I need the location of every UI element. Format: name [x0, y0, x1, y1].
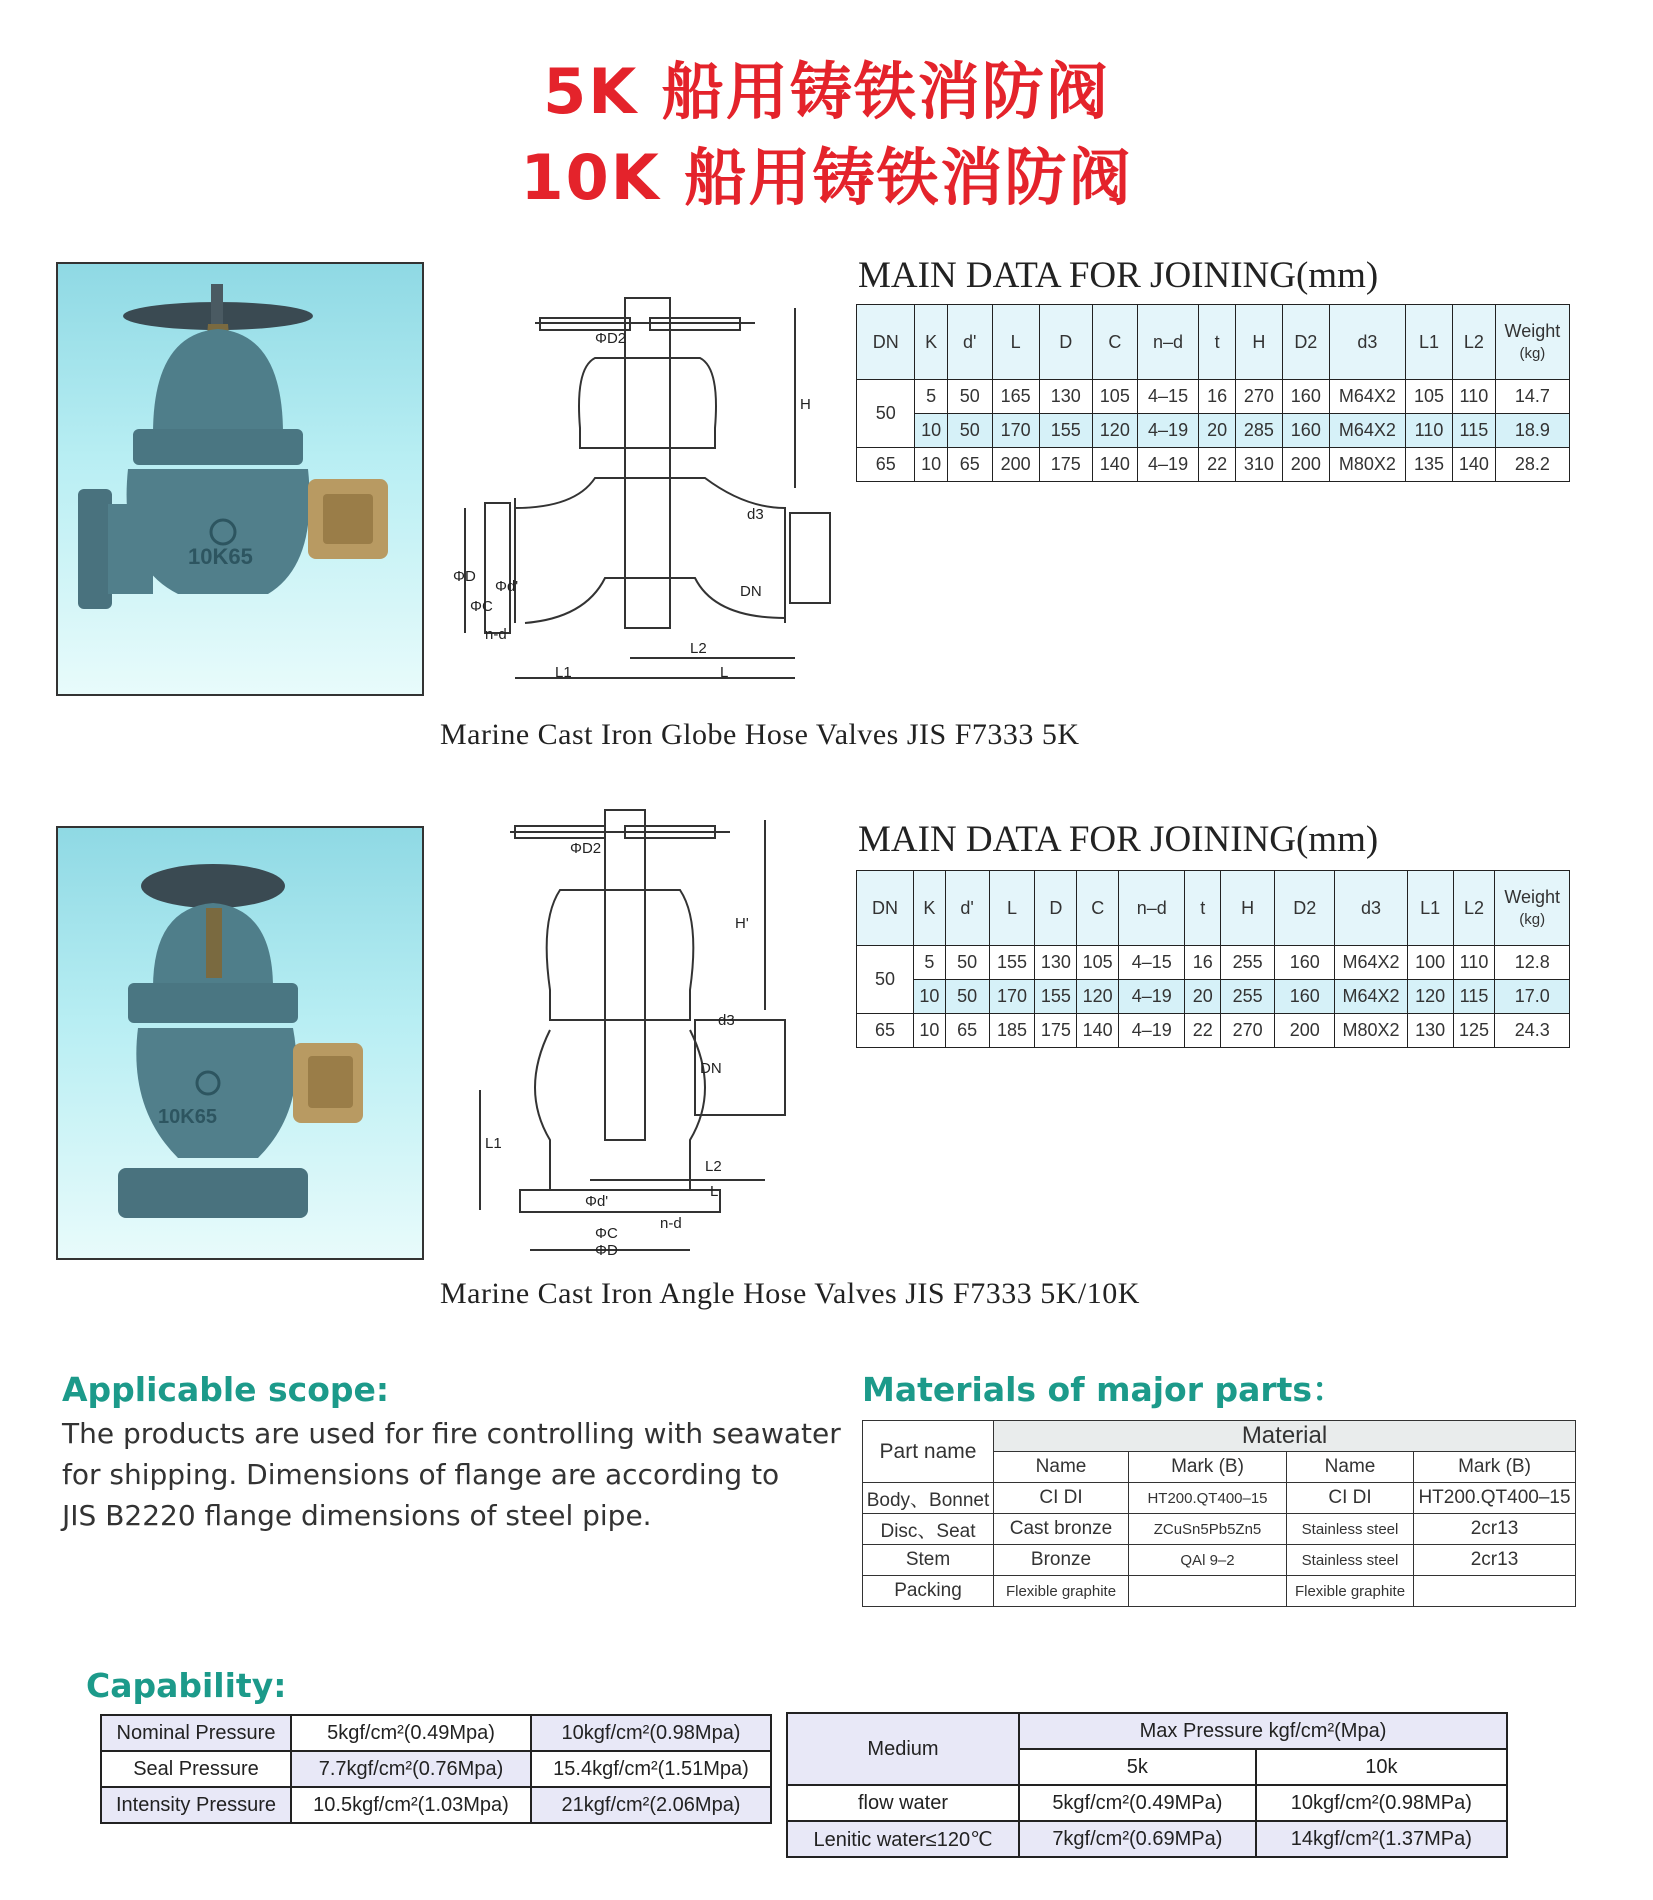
angle-dim-nd: n-d — [660, 1215, 682, 1232]
globe-data-title: MAIN DATA FOR JOINING(mm) — [858, 255, 1379, 296]
globe-dim-DN: DN — [740, 583, 762, 600]
angle-photo-marking: 10K65 — [158, 1106, 217, 1128]
title-5k: 5K 船用铸铁消防阀 — [543, 55, 1110, 128]
angle-dim-H: H' — [735, 915, 749, 932]
materials-table: Part name Material Name Mark (B) Name Mark (B) Body、Bonnet CI DI HT200.QT400–15 CI DI HT200.QT400–15 Disc、Seat Cast bronze ZCuSn5Pb5Zn5 Stainless steel 2cr13 Stem Bronze QAl 9–2 Stainless steel 2cr13 Packing Flexible graphite Flexible graphite — [862, 1420, 1576, 1607]
globe-dim-C: ΦC — [470, 598, 493, 615]
globe-dim-L: L — [720, 664, 729, 681]
angle-dim-D2: ΦD2 — [570, 840, 602, 857]
globe-dim-L1: L1 — [555, 664, 572, 681]
table-row: 65 10 65 185 175 140 4–19 22 270 200 M80X2 130 125 24.3 — [857, 1014, 1570, 1048]
table-row: Disc、Seat Cast bronze ZCuSn5Pb5Zn5 Stainless steel 2cr13 — [863, 1514, 1576, 1545]
table-row: Seal Pressure 7.7kgf/cm²(0.76Mpa) 15.4kgf/cm²(1.51Mpa) — [101, 1751, 771, 1787]
scope-text: The products are used for fire controlling with seawater for shipping. Dimensions of flange are according to JIS B2220 flange dimensions of steel pipe. — [62, 1417, 841, 1532]
table-row: Nominal Pressure 5kgf/cm²(0.49Mpa) 10kgf/cm²(0.98Mpa) — [101, 1715, 771, 1751]
globe-data-table: DN K d' L D C n–d t H D2 d3 L1 L2 Weight (kg) 50 5 50 165 130 105 4–15 16 270 160 M64X2 105 110 14.7 10 50 170 155 120 4–19 20 285 160 M64X2 110 115 18.9 65 10 65 200 175 140 4–19 22 310 200 M80X2 135 140 28.2 — [856, 304, 1570, 482]
table-row: Packing Flexible graphite Flexible graphite — [863, 1576, 1576, 1607]
table-row: Intensity Pressure 10.5kgf/cm²(1.03Mpa) 21kgf/cm²(2.06Mpa) — [101, 1787, 771, 1823]
table-row: 50 5 50 155 130 105 4–15 16 255 160 M64X2 100 110 12.8 — [857, 946, 1570, 980]
angle-data-table: DN K d' L D C n–d t H D2 d3 L1 L2 Weight (kg) 50 5 50 155 130 105 4–15 16 255 160 M64X2 100 110 12.8 10 50 170 155 120 4–19 20 255 160 M64X2 120 115 17.0 65 10 65 185 175 140 4–19 22 270 200 M80X2 130 125 24.3 — [856, 870, 1570, 1048]
globe-dim-D: ΦD — [453, 568, 476, 585]
scope-title: Applicable scope: — [62, 1370, 390, 1409]
angle-dim-C: ΦC — [595, 1225, 618, 1242]
globe-dim-D2: ΦD2 — [595, 330, 627, 347]
table-row: 65 10 65 200 175 140 4–19 22 310 200 M80X2 135 140 28.2 — [857, 448, 1570, 482]
globe-photo-marking: 10K65 — [188, 544, 253, 569]
globe-caption: Marine Cast Iron Globe Hose Valves JIS F7333 5K — [440, 718, 1080, 751]
angle-dim-D: ΦD — [595, 1242, 618, 1259]
angle-dim-DN: DN — [700, 1060, 722, 1077]
angle-dim-L: L — [710, 1183, 719, 1200]
table-row: Lenitic water≤120℃ 7kgf/cm²(0.69MPa) 14kgf/cm²(1.37MPa) — [787, 1821, 1507, 1857]
globe-dim-dprime: Φd' — [495, 578, 519, 595]
pressure-table: Medium Max Pressure kgf/cm²(Mpa) 5k 10k flow water 5kgf/cm²(0.49MPa) 10kgf/cm²(0.98MPa) Lenitic water≤120℃ 7kgf/cm²(0.69MPa) 14kgf/cm²(1.37MPa) — [786, 1712, 1508, 1858]
angle-dim-L1: L1 — [485, 1135, 502, 1152]
capability-table — [100, 1714, 772, 1824]
globe-dim-d3: d3 — [747, 506, 764, 523]
globe-dim-nd: n-d — [485, 626, 507, 643]
angle-dim-L2: L2 — [705, 1158, 722, 1175]
capability-title: Capability: — [86, 1666, 287, 1705]
globe-dim-L2: L2 — [690, 640, 707, 657]
globe-dim-H: H — [800, 396, 811, 413]
angle-valve-photo — [56, 826, 424, 1260]
angle-dim-dprime: Φd' — [585, 1193, 609, 1210]
angle-caption: Marine Cast Iron Angle Hose Valves JIS F7333 5K/10K — [440, 1277, 1140, 1310]
title-10k: 10K 船用铸铁消防阀 — [520, 141, 1133, 214]
angle-data-title: MAIN DATA FOR JOINING(mm) — [858, 819, 1379, 860]
table-row: 10 50 170 155 120 4–19 20 255 160 M64X2 120 115 17.0 — [857, 980, 1570, 1014]
table-row: 10 50 170 155 120 4–19 20 285 160 M64X2 110 115 18.9 — [857, 414, 1570, 448]
angle-dim-d3: d3 — [718, 1012, 735, 1029]
table-row: Body、Bonnet CI DI HT200.QT400–15 CI DI HT200.QT400–15 — [863, 1483, 1576, 1514]
table-row: flow water 5kgf/cm²(0.49MPa) 10kgf/cm²(0.98MPa) — [787, 1785, 1507, 1821]
globe-valve-photo — [56, 262, 424, 696]
table-row: Stem Bronze QAl 9–2 Stainless steel 2cr13 — [863, 1545, 1576, 1576]
globe-valve-drawing — [455, 278, 835, 688]
angle-valve-drawing — [460, 790, 840, 1270]
table-row: 50 5 50 165 130 105 4–15 16 270 160 M64X2 105 110 14.7 — [857, 380, 1570, 414]
materials-title: Materials of major parts： — [862, 1370, 1346, 1409]
